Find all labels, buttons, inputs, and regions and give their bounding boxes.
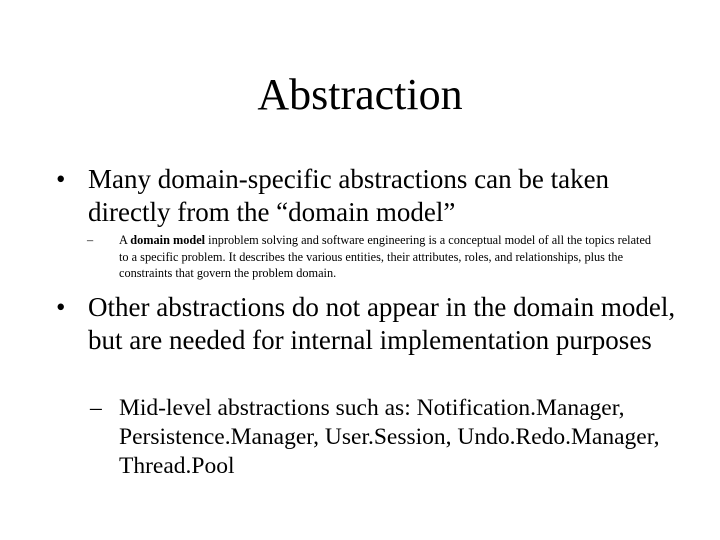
- sub-bullet-1-prefix: A: [119, 233, 131, 247]
- sub-bullet-1-term: domain model: [130, 233, 206, 247]
- sub-bullet-2: [90, 394, 679, 481]
- sub-bullet-2-text: Mid-level abstractions such as: Notification.Manager, Persistence.Manager, User.Session, Undo.Redo.Manager, Thread.Pool: [119, 395, 660, 479]
- sub-bullet-marker: –: [90, 395, 102, 421]
- sub-bullet-marker: –: [87, 233, 94, 247]
- bullet-2: [56, 291, 688, 357]
- bullet-2-text: Other abstractions do not appear in the domain model, but are needed for internal implementation purposes: [88, 292, 676, 355]
- bullet-1: [56, 163, 688, 229]
- bullet-marker: •: [56, 292, 66, 322]
- bullet-1-text: Many domain-specific abstractions can be taken directly from the “domain model”: [88, 164, 610, 227]
- bullet-marker: •: [56, 164, 66, 194]
- sub-bullet-1: [87, 232, 659, 282]
- sub-bullet-1-rest: inproblem solving and software engineering is a conceptual model of all the topics related to a specific problem. It describes the various entities, their attributes, roles, and relationships, plus the constraints that govern the problem domain.: [119, 233, 652, 280]
- slide-title: Abstraction: [257, 70, 463, 119]
